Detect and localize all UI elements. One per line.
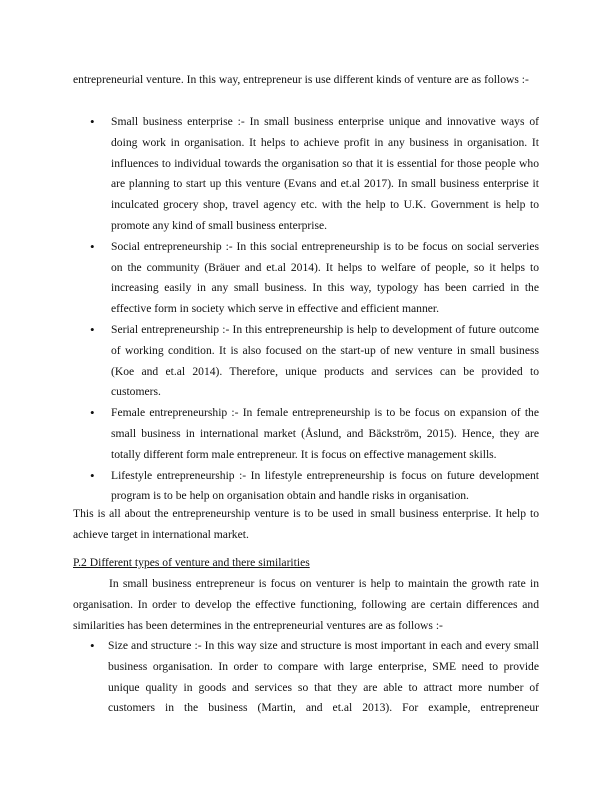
list-item-text: • Social entrepreneurship :- In this social entrepreneurship is to be focus on social serveries on the community (Bräuer and et.al 2014). It helps to welfare of people, so it helps to increasing easily in any small business. In this way, typology has been carried in the effective form in society which serve in effective and efficient manner. <box>111 239 539 316</box>
list-item <box>73 320 539 403</box>
differences-list <box>73 636 539 719</box>
intro-paragraph: entrepreneurial venture. In this way, entrepreneur is use different kinds of venture are as follows :- <box>73 73 529 86</box>
list-item <box>73 466 539 508</box>
section-heading: P.2 Different types of venture and there similarities <box>73 556 310 569</box>
summary-paragraph: This is all about the entrepreneurship venture is to be used in small business enterprise. It help to achieve target in international market. <box>73 507 539 541</box>
venture-types-list <box>73 112 539 507</box>
list-item <box>73 112 539 237</box>
list-item-text: • Serial entrepreneurship :- In this entrepreneurship is help to development of future outcome of working condition. It is also focused on the start-up of new venture in small business (Koe and et.al 2014). Therefore, unique products and services can be provided to customers. <box>111 322 539 399</box>
list-item <box>73 237 539 320</box>
section-paragraph: In small business entrepreneur is focus on venturer is help to maintain the growth rate in organisation. In order to develop the effective functioning, following are certain differences and similarities has been determines in the entrepreneurial ventures are as follows :- <box>73 577 539 632</box>
list-item-text: • Size and structure :- In this way size and structure is most important in each and every small business organisation. In order to compare with large enterprise, SME need to provide unique quality in goods and services so that they are able to attract more number of customers in the business (Martin, and et.al 2013). For example, entrepreneur <box>108 639 539 715</box>
list-item-text: • Female entrepreneurship :- In female entrepreneurship is to be focus on expansion of the small business in international market (Åslund, and Bäckström, 2015). Hence, they are totally different form male entrepreneur. It is focus on effective management skills. <box>111 406 539 461</box>
list-item-text: • Small business enterprise :- In small business enterprise unique and innovative ways of doing work in organisation. It helps to achieve profit in any business in organisation. It influences to individual towards the organisation so that it is essential for those people who are planning to start up this venture (Evans and et.al 2017). In small business enterprise it inculcated grocery shop, travel agency etc. with the help to U.K. Government is help to promote any kind of small business enterprise. <box>111 115 539 232</box>
list-item <box>73 403 539 465</box>
list-item <box>73 636 539 719</box>
list-item-text: • Lifestyle entrepreneurship :- In lifestyle entrepreneurship is focus on future development program is to be help on organisation obtain and handle risks in organisation. <box>111 468 539 503</box>
